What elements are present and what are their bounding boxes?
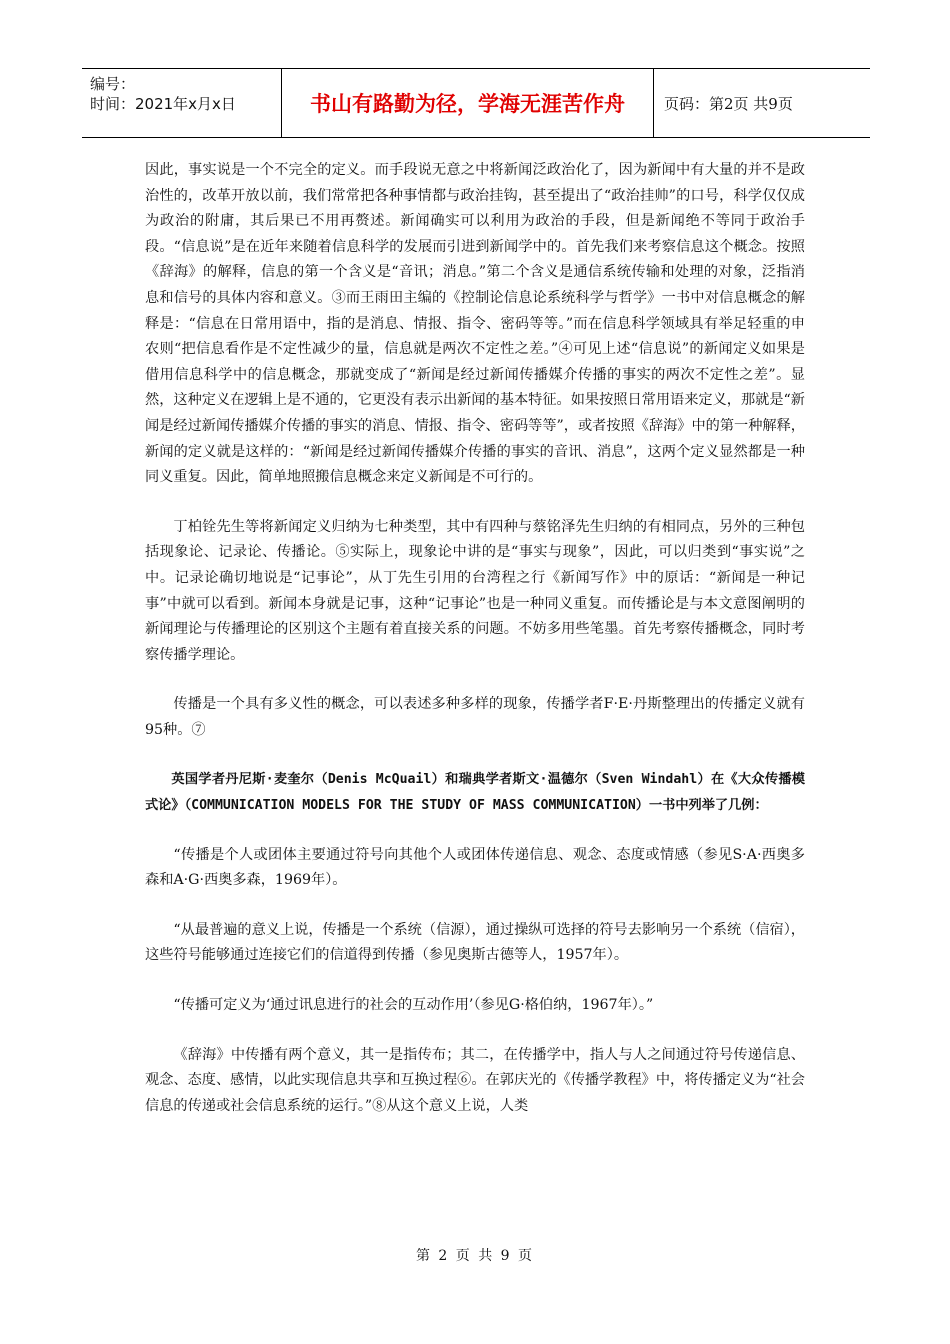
paragraph-8: 《辞海》中传播有两个意义，其一是指传布；其二，在传播学中，指人与人之间通过符号传递信息、观念、态度、感情，以此实现信息共享和互换过程⑥。在郭庆光的《传播学教程》中，将传播定义为“社会信息的传递或社会信息系统的运行。”⑧从这个意义上说，人类 [145,1046,805,1114]
document-body [145,158,805,1119]
paragraph-4: 英国学者丹尼斯·麦奎尔（Denis McQuail）和瑞典学者斯文·温德尔（Sven Windahl）在《大众传播模式论》（COMMUNICATION MODELS FOR THE STUDY OF MASS COMMUNICATION）一书中列举了几例： [145,772,805,814]
page-footer: 第 2 页 共 9 页 [415,1248,535,1264]
paragraph-3: 传播是一个具有多义性的概念，可以表述多种多样的现象，传播学者F·E·丹斯整理出的传播定义就有95种。⑦ [145,696,805,738]
paragraph-1: 因此，事实说是一个不完全的定义。而手段说无意之中将新闻泛政治化了，因为新闻中有大量的并不是政治性的，改革开放以前，我们常常把各种事情都与政治挂钩，甚至提出了“政治挂帅”的口号，科学仅仅成为政治的附庸，其后果已不用再赘述。新闻确实可以利用为政治的手段，但是新闻绝不等同于政治手段。“信息说”是在近年来随着信息科学的发展而引进到新闻学中的。首先我们来考察信息这个概念。按照《辞海》的解释，信息的第一个含义是“音讯；消息。”第二个含义是通信系统传输和处理的对象，泛指消息和信号的具体内容和意义。③而王雨田主编的《控制论信息论系统科学与哲学》一书中对信息概念的解释是：“信息在日常用语中，指的是消息、情报、指令、密码等等。”而在信息科学领域具有举足轻重的申农则“把信息看作是不定性减少的量，信息就是两次不定性之差。”④可见上述“信息说”的新闻定义如果是借用信息科学中的信息概念，那就变成了“新闻是经过新闻传播媒介传播的事实的两次不定性之差”。显然，这种定义在逻辑上是不通的，它更没有表示出新闻的基本特征。如果按照日常用语来定义，那就是“新闻是经过新闻传播媒介传播的事实的消息、情报、指令、密码等等”，或者按照《辞海》中的第一种解释，新闻的定义就是这样的：“新闻是经过新闻传播媒介传播的事实的音讯、消息”，这两个定义显然都是一种同义重复。因此，简单地照搬信息概念来定义新闻是不可行的。 [145,162,805,486]
paragraph-5: “传播是个人或团体主要通过符号向其他个人或团体传递信息、观念、态度或情感（参见S·A·西奥多森和A·G·西奥多森，1969年）。 [145,846,805,889]
paragraph-6: “从最普遍的意义上说，传播是一个系统（信源），通过操纵可选择的符号去影响另一个系统（信宿），这些符号能够通过连接它们的信道得到传播（参见奥斯古德等人，1957年）。 [145,921,805,964]
header-meta [82,69,282,137]
header-motto: 书山有路勤为径，学海无涯苦作舟 [282,69,654,137]
page-header [82,68,870,138]
paragraph-2: 丁柏铨先生等将新闻定义归纳为七种类型，其中有四种与蔡铭泽先生归纳的有相同点，另外的三种包括现象论、记录论、传播论。⑤实际上，现象论中讲的是“事实与现象”，因此，可以归类到“事实说”之中。记录论确切地说是“记事论”，从丁先生引用的台湾程之行《新闻写作》中的原话：“新闻是一种记事”中就可以看到。新闻本身就是记事，这种“记事论”也是一种同义重复。而传播论是与本文意图阐明的新闻理论与传播理论的区别这个主题有着直接关系的问题。不妨多用些笔墨。首先考察传播概念，同时考察传播学理论。 [145,518,805,663]
header-page-info: 页码：第2页 共9页 [664,94,793,113]
date-label: 时间：2021年x月x日 [90,95,236,113]
paragraph-7: “传播可定义为‘通过讯息进行的社会的互动作用’（参见G·格伯纳，1967年）。” [173,997,654,1014]
number-label: 编号： [90,75,136,93]
